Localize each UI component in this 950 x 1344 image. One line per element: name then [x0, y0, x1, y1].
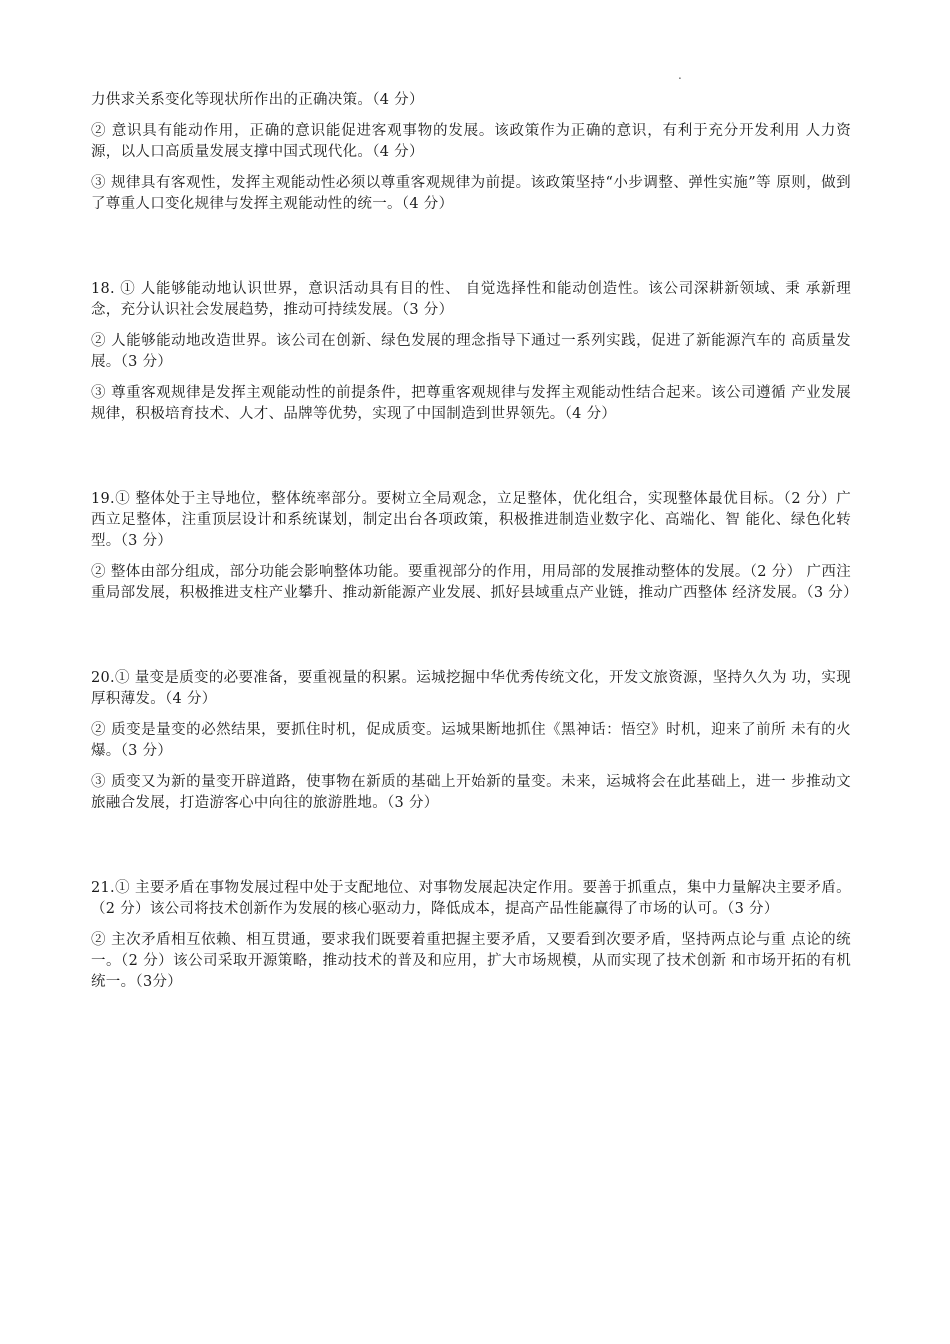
q20-point-1: 20.① 量变是质变的必要准备，要重视量的积累。运城挖掘中华优秀传统文化，开发文旅资源，坚持久久为 功，实现厚积薄发。（4 分） — [91, 670, 851, 707]
q21-point-2: ② 主次矛盾相互依赖、相互贯通，要求我们既要着重把握主要矛盾，又要看到次要矛盾，坚持两点论与重 点论的统一。（2 分）该公司采取开源策略，推动技术的普及和应用，扩大市场规模，从而实现了技术创新 和市场开拓的有机统一。（3分） — [91, 932, 851, 990]
question-20-section — [91, 668, 851, 814]
answer-content — [91, 90, 858, 1003]
q19-point-1: 19.① 整体处于主导地位，整体统率部分。要树立全局观念，立足整体，优化组合，实现整体最优目标。（2 分）广西立足整体，注重顶层设计和系统谋划，制定出台各项政策，积极推进制造业数字化、高端化、智 能化、绿色化转型。（3 分） — [91, 491, 851, 549]
q18-point-1: 18. ① 人能够能动地认识世界，意识活动具有目的性、 自觉选择性和能动创造性。该公司深耕新领域、秉 承新理念，充分认识社会发展趋势，推动可持续发展。（3 分） — [91, 281, 851, 318]
question-19-section — [91, 489, 858, 604]
q17-intro: 力供求关系变化等现状所作出的正确决策。（4 分） — [91, 92, 424, 108]
q18-point-2: ② 人能够能动地改造世界。该公司在创新、绿色发展的理念指导下通过一系列实践，促进了新能源汽车的 高质量发展。（3 分） — [91, 333, 851, 370]
q17-point-2: ② 意识具有能动作用，正确的意识能促进客观事物的发展。该政策作为正确的意识，有利于充分开发利用 人力资源，以人口高质量发展支撑中国式现代化。（4 分） — [91, 123, 851, 160]
q17-point-3: ③ 规律具有客观性，发挥主观能动性必须以尊重客观规律为前提。该政策坚持“小步调整、弹性实施”等 原则，做到了尊重人口变化规律与发挥主观能动性的统一。（4 分） — [91, 175, 851, 212]
question-21-section — [91, 878, 851, 993]
q19-point-2: ② 整体由部分组成，部分功能会影响整体功能。要重视部分的作用，用局部的发展推动整体的发展。（2 分） 广西注重局部发展，积极推进支柱产业攀升、推动新能源产业发展、抓好县域重点产业链，推动广西整体 经济发展。（3 分） — [91, 564, 858, 601]
section-spacer — [91, 614, 851, 668]
section-spacer — [91, 435, 851, 489]
section-spacer — [91, 225, 851, 279]
q20-point-2: ② 质变是量变的必然结果，要抓住时机，促成质变。运城果断地抓住《黑神话：悟空》时机，迎来了前所 未有的火爆。（3 分） — [91, 722, 851, 759]
header-dot: . — [678, 68, 682, 82]
q21-point-1: 21.① 主要矛盾在事物发展过程中处于支配地位、对事物发展起决定作用。要善于抓重点，集中力量解决主要矛盾。（2 分）该公司将技术创新作为发展的核心驱动力，降低成本，提高产品性能赢得了市场的认可。（3 分） — [91, 880, 851, 917]
question-17-section — [91, 90, 851, 215]
question-18-section — [91, 279, 851, 425]
q20-point-3: ③ 质变又为新的量变开辟道路，使事物在新质的基础上开始新的量变。未来，运城将会在此基础上，进一 步推动文旅融合发展，打造游客心中向往的旅游胜地。（3 分） — [91, 774, 851, 811]
section-spacer — [91, 824, 851, 878]
q18-point-3: ③ 尊重客观规律是发挥主观能动性的前提条件，把尊重客观规律与发挥主观能动性结合起来。该公司遵循 产业发展规律，积极培育技术、人才、品牌等优势，实现了中国制造到世界领先。（4 分） — [91, 385, 851, 422]
